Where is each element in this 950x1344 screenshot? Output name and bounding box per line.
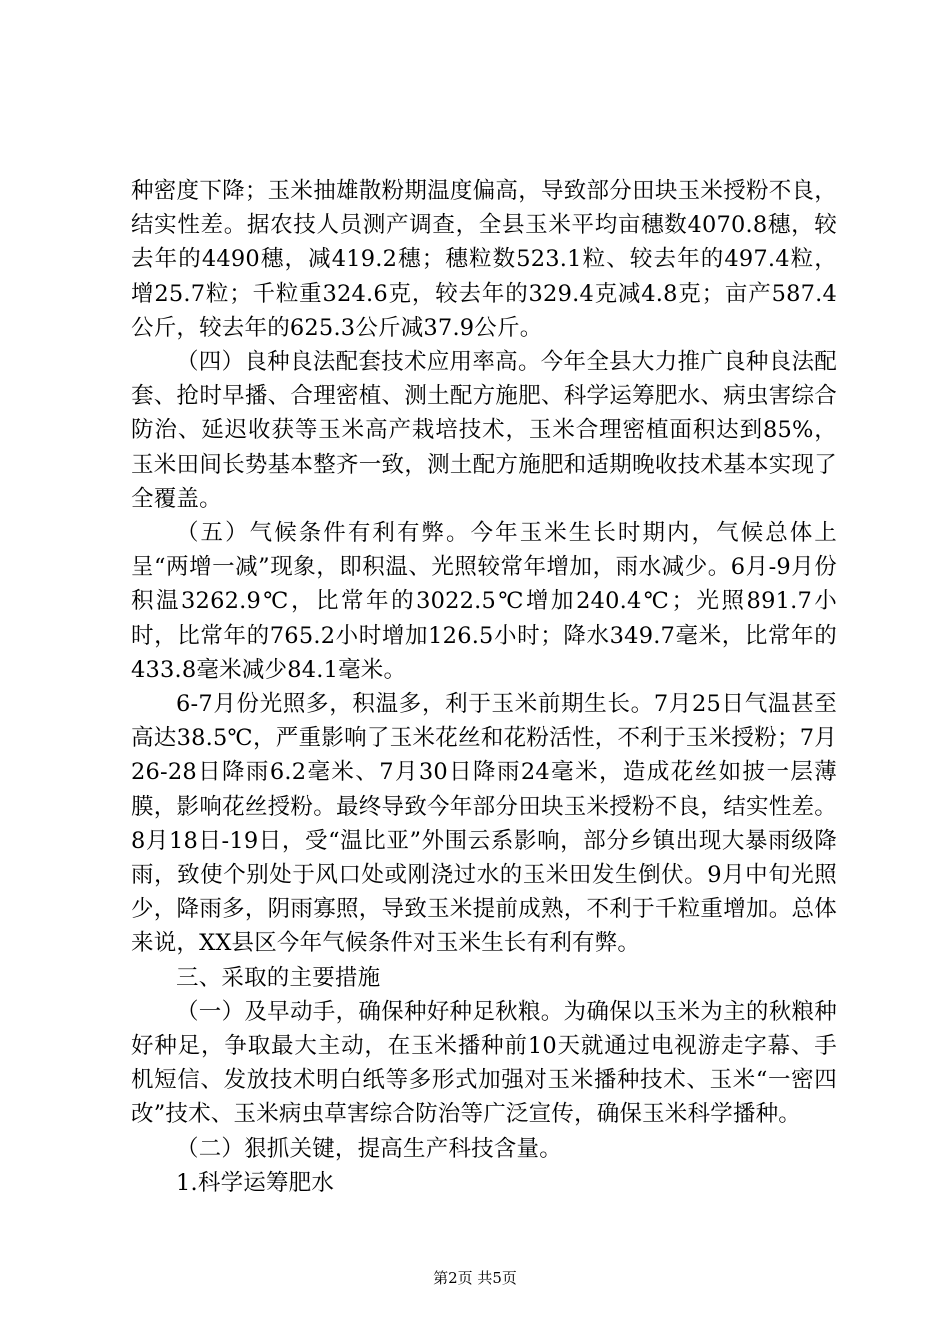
paragraph-section-five: （五）气候条件有利有弊。今年玉米生长时期内，气候总体上呈“两增一减”现象，即积温、光照较常年增加，雨水减少。6月-9月份积温3262.9℃，比常年的3022.5℃增加240.4℃；光照891.7小时，比常年的765.2小时增加126.5小时；降水349.7毫米，比常年的433.8毫米减少84.1毫米。 xyxy=(131,520,837,683)
document-body xyxy=(131,174,837,1200)
paragraph-continuation: 种密度下降；玉米抽雄散粉期温度偏高，导致部分田块玉米授粉不良，结实性差。据农技人员测产调查，全县玉米平均亩穗数4070.8穗，较去年的4490穗，减419.2穗；穗粒数523.1粒、较去年的497.4粒，增25.7粒；千粒重324.6克，较去年的329.4克减4.8克；亩产587.4公斤，较去年的625.3公斤减37.9公斤。 xyxy=(131,178,837,341)
paragraph-weather-details: 6-7月份光照多，积温多，利于玉米前期生长。7月25日气温甚至高达38.5℃，严重影响了玉米花丝和花粉活性，不利于玉米授粉；7月26-28日降雨6.2毫米、7月30日降雨24毫米，造成花丝如披一层薄膜，影响花丝授粉。最终导致今年部分田块玉米授粉不良，结实性差。8月18日-19日，受“温比亚”外围云系影响，部分乡镇出现大暴雨级降雨，致使个别处于风口处或刚浇过水的玉米田发生倒伏。9月中旬光照少，降雨多，阴雨寡照，导致玉米提前成熟，不利于千粒重增加。总体来说，XX县区今年气候条件对玉米生长有利有弊。 xyxy=(131,691,837,957)
page-number-footer: 第2页 共5页 xyxy=(433,1269,517,1287)
paragraph-measure-two: （二）狠抓关键，提高生产科技含量。 xyxy=(176,1135,562,1162)
paragraph-section-four: （四）良种良法配套技术应用率高。今年全县大力推广良种良法配套、抢时早播、合理密植、测土配方施肥、科学运筹肥水、病虫害综合防治、延迟收获等玉米高产栽培技术，玉米合理密植面积达到85%，玉米田间长势基本整齐一致，测土配方施肥和适期晚收技术基本实现了全覆盖。 xyxy=(131,349,837,512)
heading-main-measures: 三、采取的主要措施 xyxy=(176,964,381,991)
paragraph-measure-one: （一）及早动手，确保种好种足秋粮。为确保以玉米为主的秋粮种好种足，争取最大主动，在玉米播种前10天就通过电视游走字幕、手机短信、发放技术明白纸等多形式加强对玉米播种技术、玉米“一密四改”技术、玉米病虫草害综合防治等广泛宣传，确保玉米科学播种。 xyxy=(131,998,837,1128)
subheading-fertilizer-water: 1.科学运筹肥水 xyxy=(176,1169,335,1196)
